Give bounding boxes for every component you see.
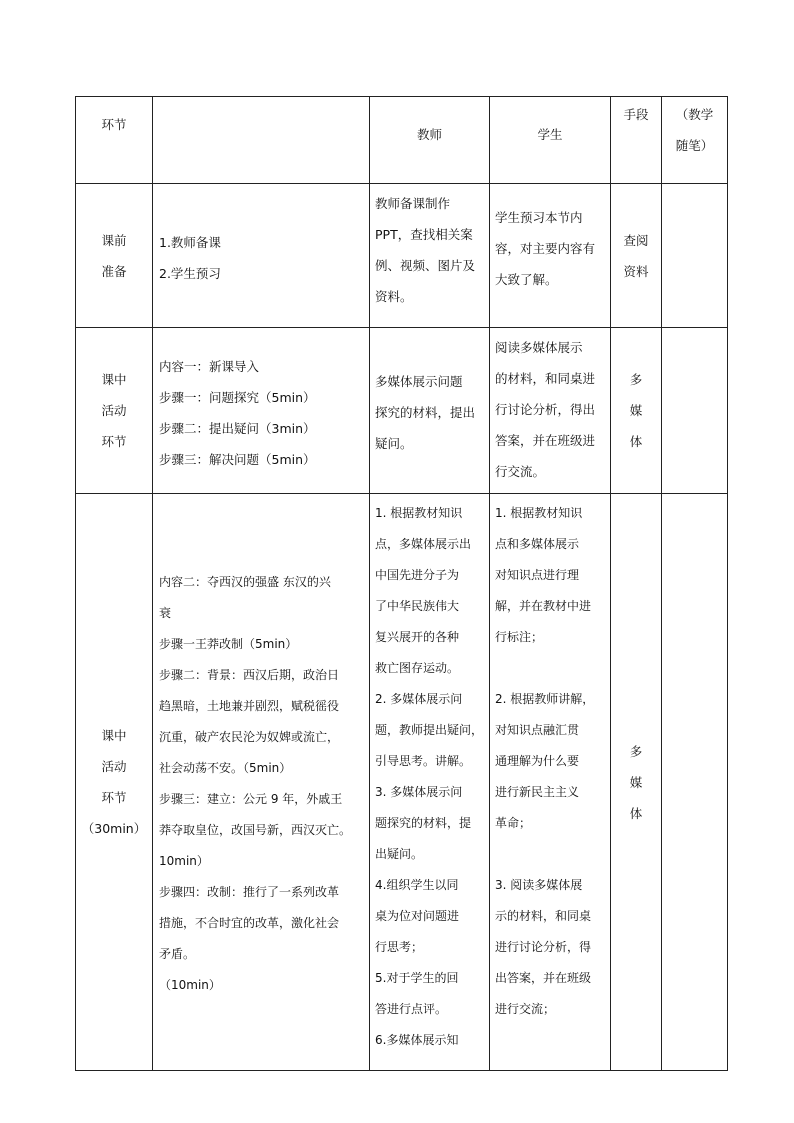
content-cell: 内容二：夺西汉的强盛 东汉的兴 衰 步骤一王莽改制（5min） 步骤二：背景：西汉后期，政治日 趋黑暗，土地兼并剧烈，赋税徭役 沉重，破产农民沦为奴婢或流亡， 社会动荡不安。（5min） 步骤三：建立：公元 9 年，外戚王 莽夺取皇位，改国号新，西汉灭亡。 10min） 步骤四：改制：推行了一系列改革 措施，不合时宜的改革，激化社会 矛盾。 （10min） <box>153 494 370 1071</box>
teacher-cell: 多媒体展示问题 探究的材料，提出 疑问。 <box>370 328 490 494</box>
student-cell: 阅读多媒体展示 的材料，和同桌进 行讨论分析，得出 答案，并在班级进 行交流。 <box>490 328 611 494</box>
means-cell: 多 媒 体 <box>611 494 662 1071</box>
content-cell: 内容一：新课导入 步骤一：问题探究（5min） 步骤二：提出疑问（3min） 步骤三：解决问题（5min） <box>153 328 370 494</box>
header-means: 手段 <box>611 97 662 184</box>
stage-cell: 课中 活动 环节 （30min） <box>76 494 153 1071</box>
notes-cell <box>662 328 728 494</box>
header-stage: 环节 <box>76 97 153 184</box>
header-notes: （教学 随笔） <box>662 97 728 184</box>
lesson-plan-table <box>75 96 728 1071</box>
header-teacher: 教师 <box>370 97 490 184</box>
student-cell: 学生预习本节内 容，对主要内容有 大致了解。 <box>490 184 611 328</box>
student-cell: 1. 根据教材知识 点和多媒体展示 对知识点进行理 解，并在教材中进 行标注； 2. 根据教师讲解， 对知识点融汇贯 通理解为什么要 进行新民主主义 革命； 3. 阅读多媒体展 示的材料，和同桌 进行讨论分析，得 出答案，并在班级 进行交流； <box>490 494 611 1071</box>
teacher-cell: 教师备课制作 PPT，查找相关案 例、视频、图片及 资料。 <box>370 184 490 328</box>
teacher-cell: 1. 根据教材知识 点，多媒体展示出 中国先进分子为 了中华民族伟大 复兴展开的各种 救亡图存运动。 2. 多媒体展示问 题，教师提出疑问， 引导思考。讲解。 3. 多媒体展示问 题探究的材料，提 出疑问。 4.组织学生以同 桌为位对问题进 行思考； 5.对于学生的回 答进行点评。 6.多媒体展示知 <box>370 494 490 1071</box>
stage-cell: 课前 准备 <box>76 184 153 328</box>
row-activity-1 <box>76 328 728 494</box>
row-activity-2 <box>76 494 728 1071</box>
header-content <box>153 97 370 184</box>
row-preclass <box>76 184 728 328</box>
stage-cell: 课中 活动 环节 <box>76 328 153 494</box>
notes-cell <box>662 494 728 1071</box>
header-row <box>76 97 728 184</box>
means-cell: 查阅 资料 <box>611 184 662 328</box>
header-student: 学生 <box>490 97 611 184</box>
content-cell: 1.教师备课 2.学生预习 <box>153 184 370 328</box>
means-cell: 多 媒 体 <box>611 328 662 494</box>
notes-cell <box>662 184 728 328</box>
